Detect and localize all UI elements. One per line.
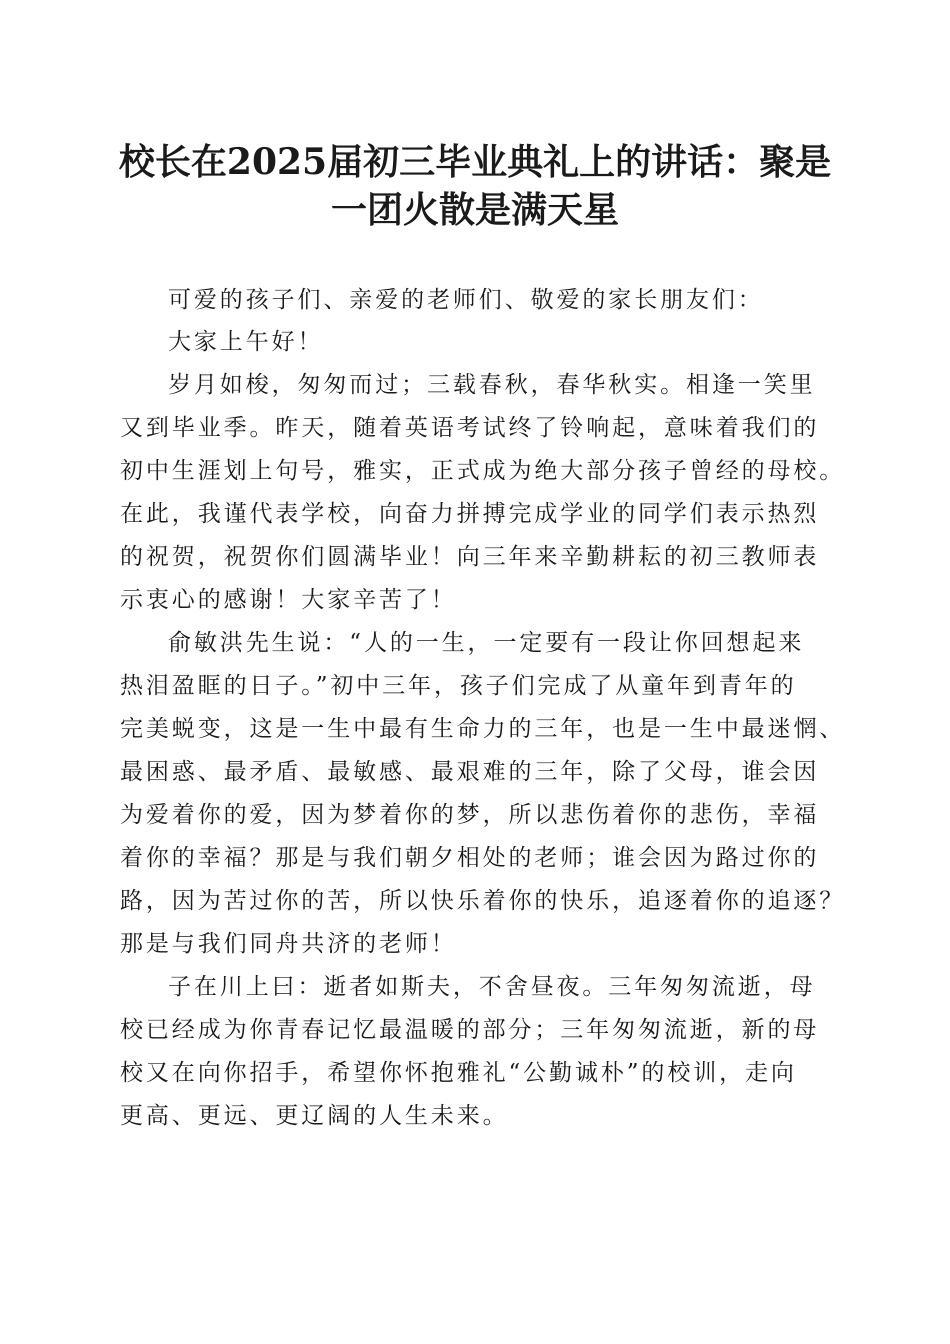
paragraph-line: 岁月如梭，匆匆而过；三载春秋，春华秋实。相逢一笑里 [168, 372, 816, 398]
paragraph-line: 那是与我们同舟共济的老师！ [120, 931, 457, 957]
salutation-line: 可爱的孩子们、亲爱的老师们、敬爱的家长朋友们： [168, 287, 764, 313]
paragraph-line: 又到毕业季。昨天，随着英语考试终了铃响起，意味着我们的 [120, 415, 820, 441]
document-title-line-2: 一团火散是满天星 [330, 189, 619, 231]
paragraph-line: 示衷心的感谢！大家辛苦了！ [120, 587, 457, 613]
paragraph-line: 完美蜕变，这是一生中最有生命力的三年，也是一生中最迷惘、 [120, 716, 846, 742]
paragraph-line: 路，因为苦过你的苦，所以快乐着你的快乐，追逐着你的追逐？ [120, 888, 846, 914]
paragraph-line: 更高、更远、更辽阔的人生未来。 [120, 1103, 509, 1129]
paragraph-line: 的祝贺，祝贺你们圆满毕业！向三年来辛勤耕耘的初三教师表 [120, 544, 820, 570]
paragraph-line: 最困惑、最矛盾、最敏感、最艰难的三年，除了父母，谁会因 [120, 759, 820, 785]
paragraph-line: 俞敏洪先生说：“人的一生，一定要有一段让你回想起来 [168, 630, 805, 656]
paragraph-line: 初中生涯划上句号，雅实，正式成为绝大部分孩子曾经的母校。 [120, 458, 846, 484]
paragraph-line: 子在川上曰：逝者如斯夫，不舍昼夜。三年匆匆流逝，母 [168, 974, 816, 1000]
paragraph-line: 热泪盈眶的日子。”初中三年，孩子们完成了从童年到青年的 [120, 673, 797, 699]
paragraph-line: 着你的幸福？那是与我们朝夕相处的老师；谁会因为路过你的 [120, 845, 820, 871]
paragraph-line: 在此，我谨代表学校，向奋力拼搏完成学业的同学们表示热烈 [120, 501, 820, 527]
greeting-line: 大家上午好！ [168, 329, 324, 355]
paragraph-line: 校又在向你招手，希望你怀抱雅礼“公勤诚朴”的校训，走向 [120, 1060, 797, 1086]
paragraph-line: 为爱着你的爱，因为梦着你的梦，所以悲伤着你的悲伤，幸福 [120, 802, 820, 828]
document-title-line-1: 校长在2025届初三毕业典礼上的讲话：聚是 [118, 141, 832, 183]
paragraph-line: 校已经成为你青春记忆最温暖的部分；三年匆匆流逝，新的母 [120, 1017, 820, 1043]
